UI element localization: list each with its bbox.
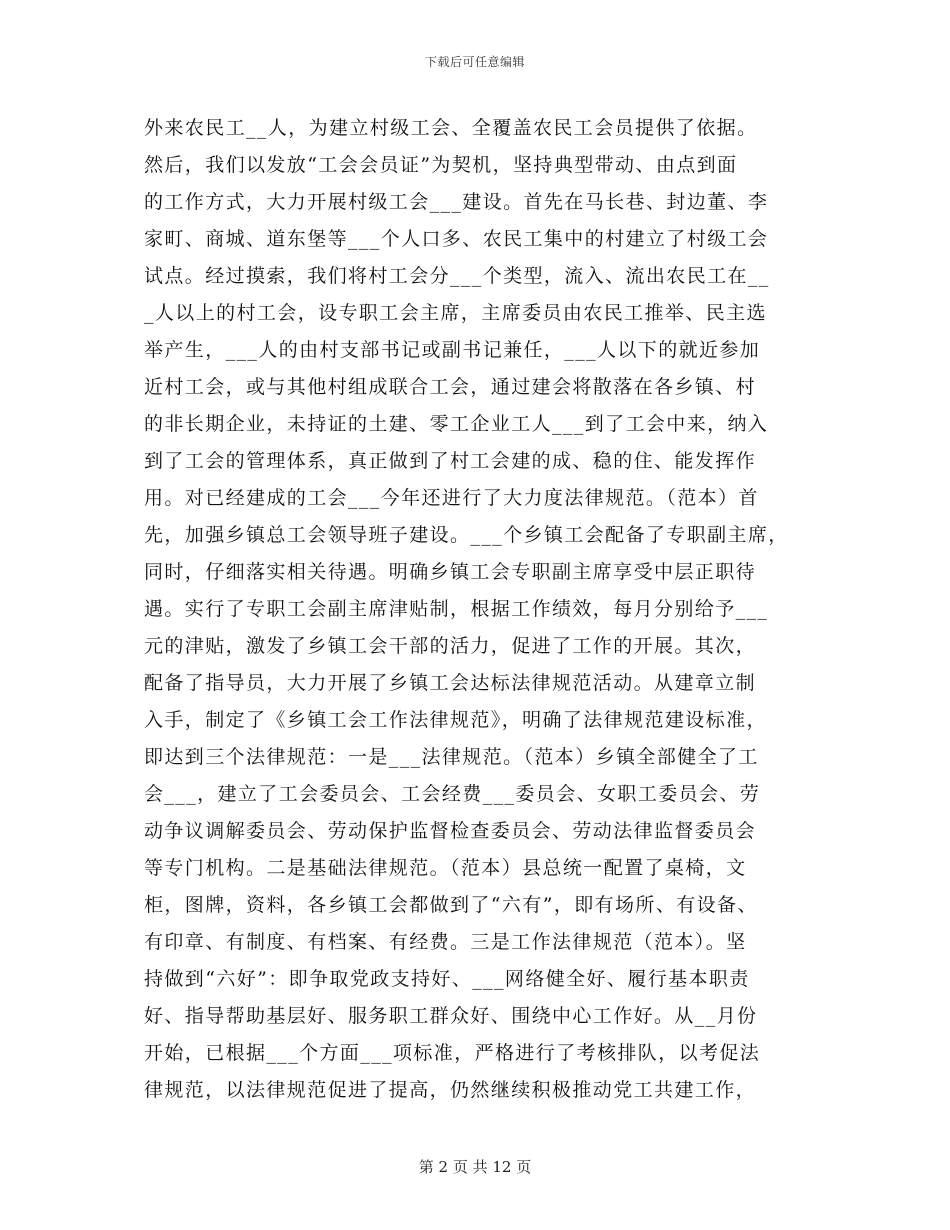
text-line: 用。对已经建成的工会___今年还进行了大力度法律规范。（范本）首 xyxy=(144,487,759,509)
text-line: 外来农民工__人，为建立村级工会、全覆盖农民工会员提供了依据。 xyxy=(144,117,758,139)
text-line: 同时，仔细落实相关待遇。明确乡镇工会专职副主席享受中层正职待 xyxy=(144,561,757,583)
text-line: 试点。经过摸索，我们将村工会分___个类型，流入、流出农民工在__ xyxy=(144,265,770,287)
text-line: 有印章、有制度、有档案、有经费。三是工作法律规范（范本）。坚 xyxy=(144,931,747,953)
text-line: 柜，图牌，资料，各乡镇工会都做到了“六有”，即有场所、有设备、 xyxy=(144,894,758,916)
text-line: 律规范，以法律规范促进了提高，仍然继续积极推动党工共建工作， xyxy=(144,1079,757,1101)
text-line: 举产生，___人的由村支部书记或副书记兼任，___人以下的就近参加 xyxy=(144,339,761,361)
text-line: 好、指导帮助基层好、服务职工群众好、围绕中心工作好。从__月份 xyxy=(144,1005,758,1027)
text-line: 入手，制定了《乡镇工会工作法律规范》，明确了法律规范建设标准， xyxy=(144,709,767,731)
page-header: 下载后可任意编辑 xyxy=(424,55,525,69)
text-line: 近村工会，或与其他村组成联合工会，通过建会将散落在各乡镇、村 xyxy=(144,376,757,398)
text-line: 的非长期企业，未持证的土建、零工企业工人___到了工会中来，纳入 xyxy=(144,413,769,435)
text-line: 家町、商城、道东堡等___个人口多、农民工集中的村建立了村级工会 xyxy=(144,228,769,250)
text-line: _人以上的村工会，设专职工会主席，主席委员由农民工推举、民主选 xyxy=(144,302,767,324)
text-line: 然后，我们以发放“工会会员证”为契机，坚持典型带动、由点到面 xyxy=(144,154,738,176)
text-line: 开始，已根据___个方面___项标准，严格进行了考核排队，以考促法 xyxy=(144,1042,761,1064)
text-line: 的工作方式，大力开展村级工会___建设。首先在马长巷、封边董、李 xyxy=(144,191,769,213)
text-line: 动争议调解委员会、劳动保护监督检查委员会、劳动法律监督委员会 xyxy=(144,820,757,842)
text-line: 会___，建立了工会委员会、工会经费___委员会、女职工委员会、劳 xyxy=(144,783,761,805)
text-line: 到了工会的管理体系，真正做到了村工会建的成、稳的住、能发挥作 xyxy=(144,450,757,472)
text-line: 等专门机构。二是基础法律规范。（范本）县总统一配置了桌椅，文 xyxy=(144,857,747,879)
page-number-footer: 第 2 页 共 12 页 xyxy=(418,1158,532,1176)
text-line: 遇。实行了专职工会副主席津贴制，根据工作绩效，每月分别给予___ xyxy=(144,598,769,620)
text-line: 元的津贴，激发了乡镇工会干部的活力，促进了工作的开展。其次， xyxy=(144,635,757,657)
text-line: 配备了指导员，大力开展了乡镇工会达标法律规范活动。从建章立制 xyxy=(144,672,757,694)
text-line: 持做到“六好”：即争取党政支持好、___网络健全好、履行基本职责 xyxy=(144,968,750,990)
document-body xyxy=(144,110,824,1109)
text-line: 即达到三个法律规范：一是___法律规范。（范本）乡镇全部健全了工 xyxy=(144,746,759,768)
text-line: 先，加强乡镇总工会领导班子建设。___个乡镇工会配备了专职副主席， xyxy=(144,524,789,546)
